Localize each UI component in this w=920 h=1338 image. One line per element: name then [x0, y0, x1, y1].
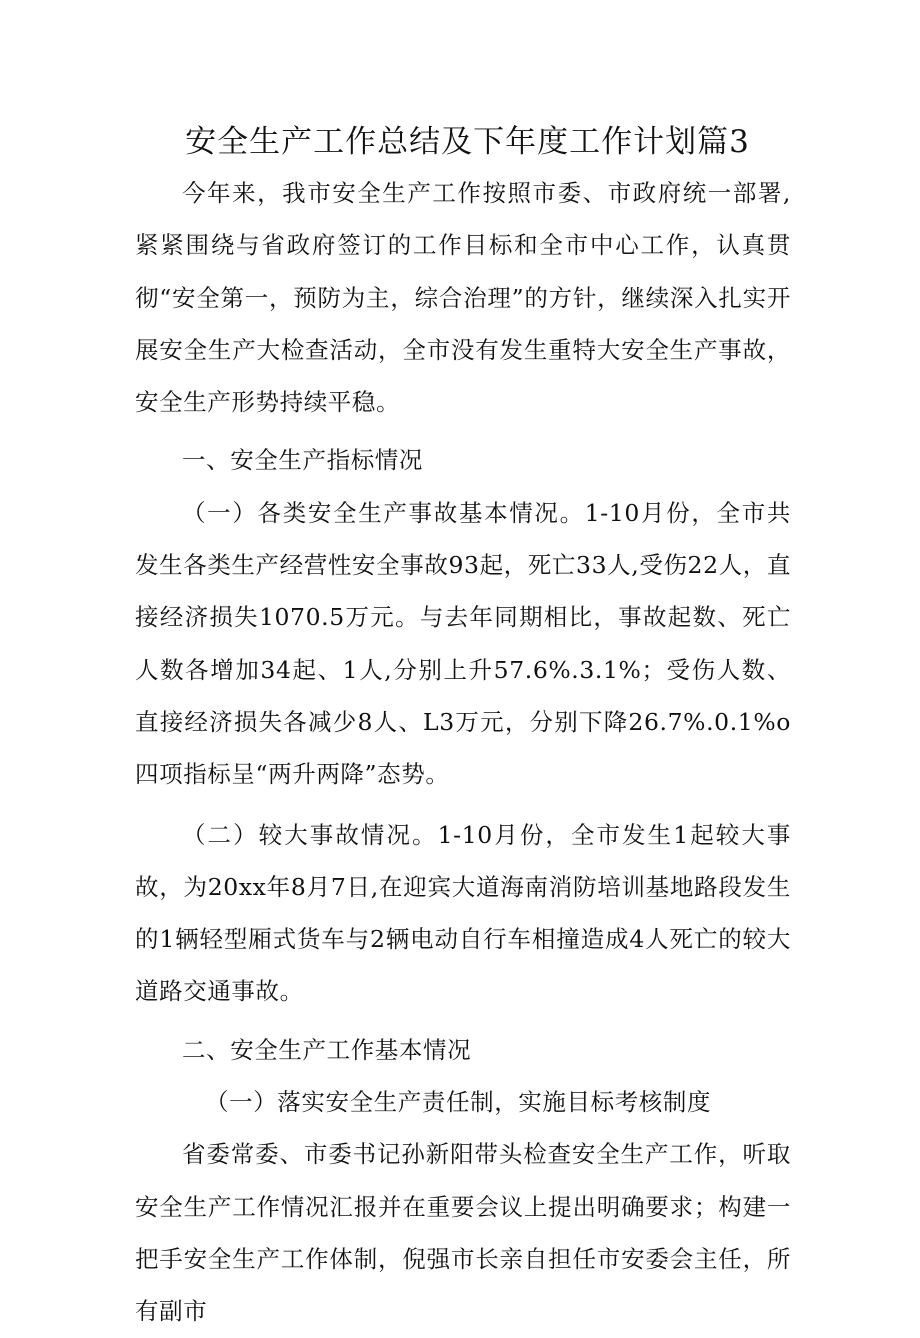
section-1-item-2: （二）较大事故情况。1-10月份，全市发生1起较大事故，为20xx年8月7日,在迎宾大道海南消防培训基地路段发生的1辆轻型厢式货车与2辆电动自行车相撞造成4人死亡的较大道路交通事故。	[135, 820, 791, 1006]
document-body	[135, 167, 791, 1338]
section-1-item-1: （一）各类安全生产事故基本情况。1-10月份，全市共发生各类生产经营性安全事故93起，死亡33人,受伤22人，直接经济损失1070.5万元。与去年同期相比，事故起数、死亡人数各增加34起、1人,分别上升57.6%.3.1%；受伤人数、直接经济损失各减少8人、L3万元，分别下降26.7%.0.1%o四项指标呈“两升两降”态势。	[135, 498, 791, 789]
document-title: 安全生产工作总结及下年度工作计划篇3	[185, 124, 750, 160]
section-2-heading: 二、安全生产工作基本情况	[182, 1035, 472, 1064]
section-2-subheading-1: （一）落实安全生产责任制，实施目标考核制度	[205, 1088, 712, 1117]
section-1-heading: 一、安全生产指标情况	[182, 446, 423, 475]
intro-paragraph: 今年来，我市安全生产工作按照市委、市政府统一部署,紧紧围绕与省政府签订的工作目标和全市中心工作，认真贯彻“安全第一，预防为主，综合治理”的方针，继续深入扎实开展安全生产大检查活动，全市没有发生重特大安全生产事故，安全生产形势持续平稳。	[135, 179, 791, 417]
section-2-paragraph-1: 省委常委、市委书记孙新阳带头检查安全生产工作，听取安全生产工作情况汇报并在重要会议上提出明确要求；构建一把手安全生产工作体制，倪强市长亲自担任市安委会主任，所有副市	[135, 1140, 791, 1326]
